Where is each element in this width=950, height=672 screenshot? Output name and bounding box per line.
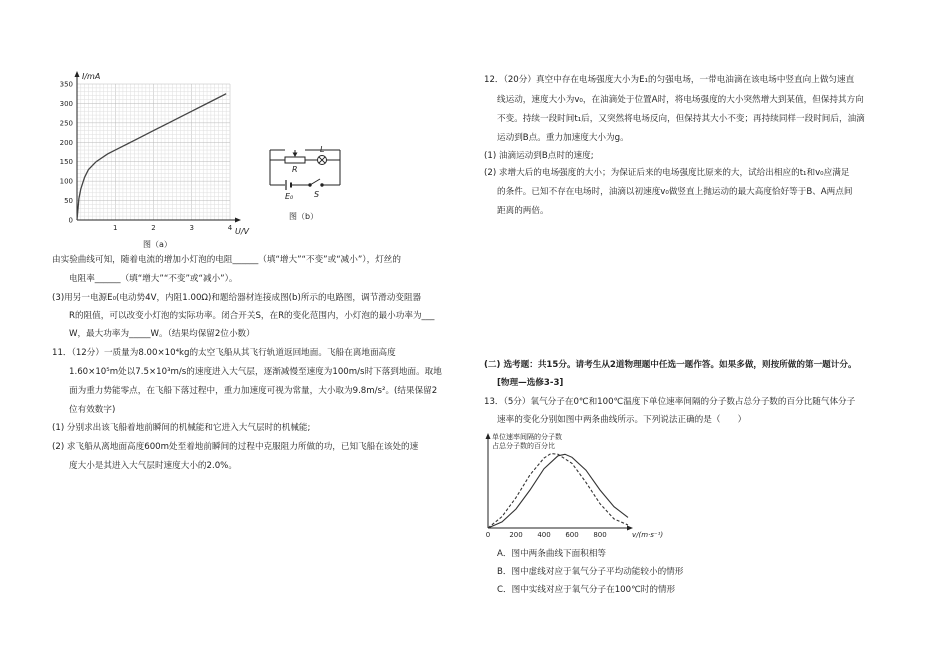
graph-a-ylabel: I/mA [82,72,101,81]
section-sub-header: [物理—选修3-3] [497,378,564,388]
left-line-1: 由实验曲线可知，随着电流的增加小灯泡的电阻______（填“增大”“不变”或“减小”），灯丝的 [52,255,401,265]
option-c: C．图中实线对应于氧气分子在100℃时的情形 [497,585,676,595]
graph-a-ytick-label: 150 [59,158,73,167]
graph-a-xticks [113,224,233,232]
left-line-4: R的阻值，可以改变小灯泡的实际功率。闭合开关S，在R的变化范围内，小灯泡的最小功率为___ [69,311,435,321]
question-12-part-2-line-2: 的条件。已知不存在电场时，油滴以初速度v₀做竖直上抛运动的最大高度恰好等于B、A两点间 [497,187,853,197]
graph-13-dashed-curve [488,454,628,529]
question-12-part-1: (1) 油滴运动到B点时的速度; [484,151,594,161]
graph-13-xlabel: v/(m·s⁻¹) [632,531,664,539]
graph-13-xtick-label: 800 [593,531,607,539]
switch-terminal-right [321,184,323,186]
graph-a-ytick-label: 350 [59,80,73,89]
graph-a [52,70,257,250]
graph-13-ylabel-1: 单位速率间隔的分子数 [492,433,562,441]
graph-a-grid [77,84,230,220]
section-header: (二) 选考题：共15分。请考生从2道物理题中任选一题作答。如果多做，则按所做的第一题计分。 [484,360,857,370]
graph-a-xtick-label: 4 [227,224,233,232]
switch-blade [310,179,320,185]
question-11-part-2-cont: 度大小是其进入大气层时速度大小的2.0%。 [69,461,237,471]
graph-a-ytick-label: 250 [59,119,73,128]
graph-a-yticks [60,81,73,225]
graph-13-x-arrow [627,526,633,531]
option-a: A．图中两条曲线下面积相等 [497,549,607,559]
circuit-label-E: E₀ [285,192,294,201]
graph-13-xticks [486,531,607,539]
rheostat-resistor [285,157,305,163]
graph-13-xtick-label: 400 [537,531,551,539]
circuit-label-S: S [314,190,320,199]
circuit-label-L: L [320,145,325,154]
question-13-line-1: 13．（5分）氧气分子在0℃和100℃温度下单位速率间隔的分子数占总分子数的百分比随气体分子 [484,397,856,407]
graph-13-y-arrow [486,433,491,439]
graph-a-caption: 图（a） [143,240,172,249]
graph-13-ylabel-2: 占总分子数的百分比 [492,442,555,450]
graph-a-ytick-label: 0 [68,216,73,225]
graph-a-ytick-label: 300 [59,99,73,108]
graph-a-xtick-label: 3 [189,224,194,232]
question-11-line-2: 1.60×10⁵m处以7.5×10³m/s的速度进入大气层，逐渐减慢至速度为100m/s时下落到地面。取地 [69,367,442,377]
question-11-line-4: 位有效数字) [69,405,116,415]
question-11-part-2: (2) 求飞船从离地面高度600m处至着地前瞬间的过程中克服阻力所做的功，已知飞船在该处的速 [52,442,419,452]
graph-a-curve [77,94,226,220]
graph-a-x-arrow [235,218,241,223]
circuit-label-R: R [292,165,298,174]
graph-13-xtick-label: 600 [565,531,579,539]
graph-a-ytick-label: 100 [59,177,73,186]
rheostat-arrow [293,153,298,158]
graph-13-xtick-label: 0 [485,531,491,539]
graph-13 [482,430,672,542]
question-11-part-1: (1) 分别求出该飞船着地前瞬间的机械能和它进入大气层时的机械能; [52,423,311,433]
question-12-line-3: 不变。持续一段时间t₁后，又突然将电场反向，但保持其大小不变；再持续同样一段时间后，油滴 [497,114,865,124]
graph-a-ytick-label: 200 [59,138,73,147]
question-12-line-2: 线运动，速度大小为v₀，在油滴处于位置A时，将电场强度的大小突然增大到某值，但保持其方向 [497,95,864,105]
question-12-part-2-line-3: 距离的两倍。 [497,206,549,216]
graph-a-xlabel: U/V [235,227,250,236]
question-11-line-3: 面为重力势能零点，在飞船下落过程中，重力加速度可视为常量，大小取为9.8m/s²。(结果保留2 [69,386,438,396]
graph-13-solid-curve [488,454,628,528]
question-12-line-4: 运动到B点。重力加速度大小为g。 [497,133,629,143]
question-11-line-1: 11．（12分）一质量为8.00×10⁴kg的太空飞船从其飞行轨道返回地面。飞船在离地面高度 [52,348,396,358]
option-b: B．图中虚线对应于氧气分子平均动能较小的情形 [497,567,684,577]
question-12-line-1: 12．（20分）真空中存在电场强度大小为E₁的匀强电场，一带电油滴在该电场中竖直向上做匀速直 [484,75,855,85]
left-line-3: (3)用另一电源E₀(电动势4V，内阻1.00Ω)和题给器材连接成图(b)所示的电路图，调节滑动变阻器 [52,293,422,303]
graph-a-xtick-label: 2 [151,224,156,232]
circuit-caption: 图（b） [289,212,319,221]
question-12-part-2: (2) 求增大后的电场强度的大小；为保证后来的电场强度比原来的大，试给出相应的t₁和v₀应满足 [484,168,850,178]
graph-a-ytick-label: 50 [64,197,73,206]
circuit-b [265,140,355,230]
left-line-5: W，最大功率为_____W。（结果均保留2位小数） [69,329,255,339]
graph-a-y-arrow [75,71,80,77]
graph-a-xtick-label: 1 [113,224,118,232]
question-13-line-2: 速率的变化分别如图中两条曲线所示。下列说法正确的是（ ） [497,415,747,425]
graph-13-xtick-label: 200 [509,531,523,539]
left-line-2: 电阻率______（填“增大”“不变”或“减小”）。 [69,274,238,284]
